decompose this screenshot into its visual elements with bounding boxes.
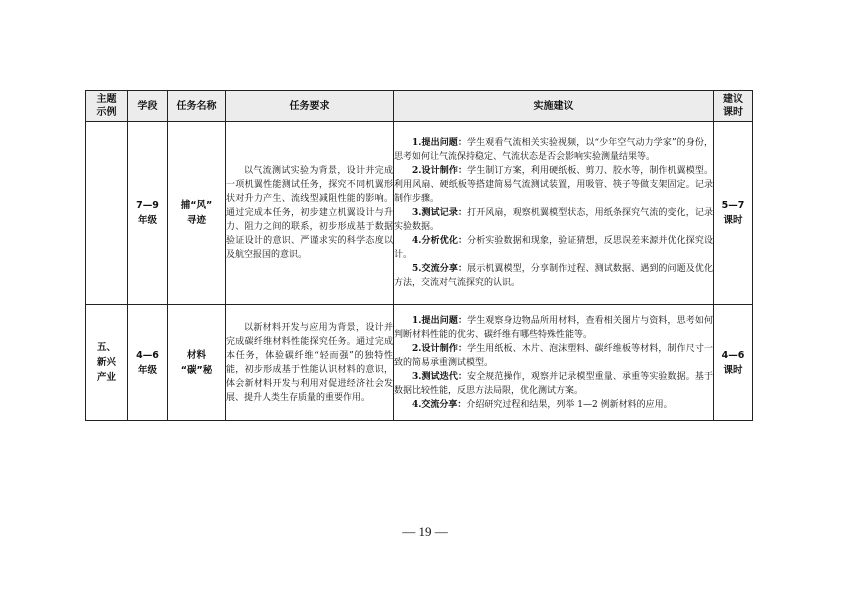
step-item: 3.测试迭代：安全规范操作，观察并记录模型重量、承重等实验数据。基于数据比较性能，反思方法局限，优化测试方案。: [394, 371, 713, 396]
implementation-cell: [394, 122, 714, 305]
step-item: 2.设计制作：学生制订方案，利用硬纸板、剪刀、胶水等，制作机翼模型。利用风扇、硬纸板等搭建简易气流测试装置，用吸管、筷子等做支架固定。记录制作步骤。: [394, 166, 713, 204]
task-requirement-cell: 以新材料开发与应用为背景，设计并完成碳纤维材料性能探究任务。通过完成本任务，体验碳纤维“轻而强”的独特性能，初步形成基于性能认识材料的意识，体会新材料开发与利用对促进经济社会发展、提升人类生存质量的重要作用。: [226, 305, 394, 421]
hours-cell: 5—7 课时: [714, 122, 753, 305]
step-item: 1.提出问题：学生观察身边物品所用材料，查看相关图片与资料，思考如何判断材料性能的优劣、碳纤维有哪些特殊性能等。: [394, 315, 713, 340]
table-row: [86, 122, 753, 305]
grade-cell: 4—6 年级: [128, 305, 168, 421]
grade-cell: 7—9 年级: [128, 122, 168, 305]
implementation-cell: [394, 305, 714, 421]
step-item: 1.提出问题：学生观看气流相关实验视频，以“少年空气动力学家”的身份，思考如何让气流保持稳定、气流状态是否会影响实验测量结果等。: [394, 138, 713, 162]
task-name-cell: 材料 “碳”秘: [168, 305, 226, 421]
step-item: 4.分析优化：分析实验数据和现象，验证猜想，反思误差来源并优化探究设计。: [394, 236, 713, 260]
header-theme: 主题 示例: [86, 91, 128, 122]
task-requirement-cell: 以气流测试实验为背景，设计并完成一项机翼性能测试任务，探究不同机翼形状对升力产生、流线型减阻性能的影响。通过完成本任务，初步建立机翼设计与升力、阻力之间的联系，初步形成基于数据验证设计的意识、严谨求实的科学态度以及航空报国的意识。: [226, 122, 394, 305]
header-grade: 学段: [128, 91, 168, 122]
header-row: [86, 91, 753, 122]
page-number: — 19 —: [402, 524, 448, 539]
step-item: 3.测试记录：打开风扇，观察机翼模型状态，用纸条探究气流的变化，记录实验数据。: [394, 208, 713, 232]
step-item: 5.交流分享：展示机翼模型，分享制作过程、测试数据、遇到的问题及优化方法，交流对气流探究的认识。: [394, 264, 713, 288]
theme-cell: 五、 新兴 产业: [86, 305, 128, 421]
header-task-requirement: 任务要求: [226, 91, 394, 122]
step-item: 2.设计制作：学生用纸板、木片、泡沫塑料、碳纤维板等材料，制作尺寸一致的简易承重测试模型。: [394, 343, 713, 368]
header-task-name: 任务名称: [168, 91, 226, 122]
hours-cell: 4—6 课时: [714, 305, 753, 421]
theme-cell: [86, 122, 128, 305]
table-row: [86, 305, 753, 421]
step-item: 4.交流分享：介绍研究过程和结果，列举 1—2 例新材料的应用。: [412, 399, 673, 410]
header-implementation: 实施建议: [394, 91, 714, 122]
curriculum-table: [85, 90, 753, 421]
task-name-cell: 捕“风” 寻迹: [168, 122, 226, 305]
header-hours: 建议 课时: [714, 91, 753, 122]
